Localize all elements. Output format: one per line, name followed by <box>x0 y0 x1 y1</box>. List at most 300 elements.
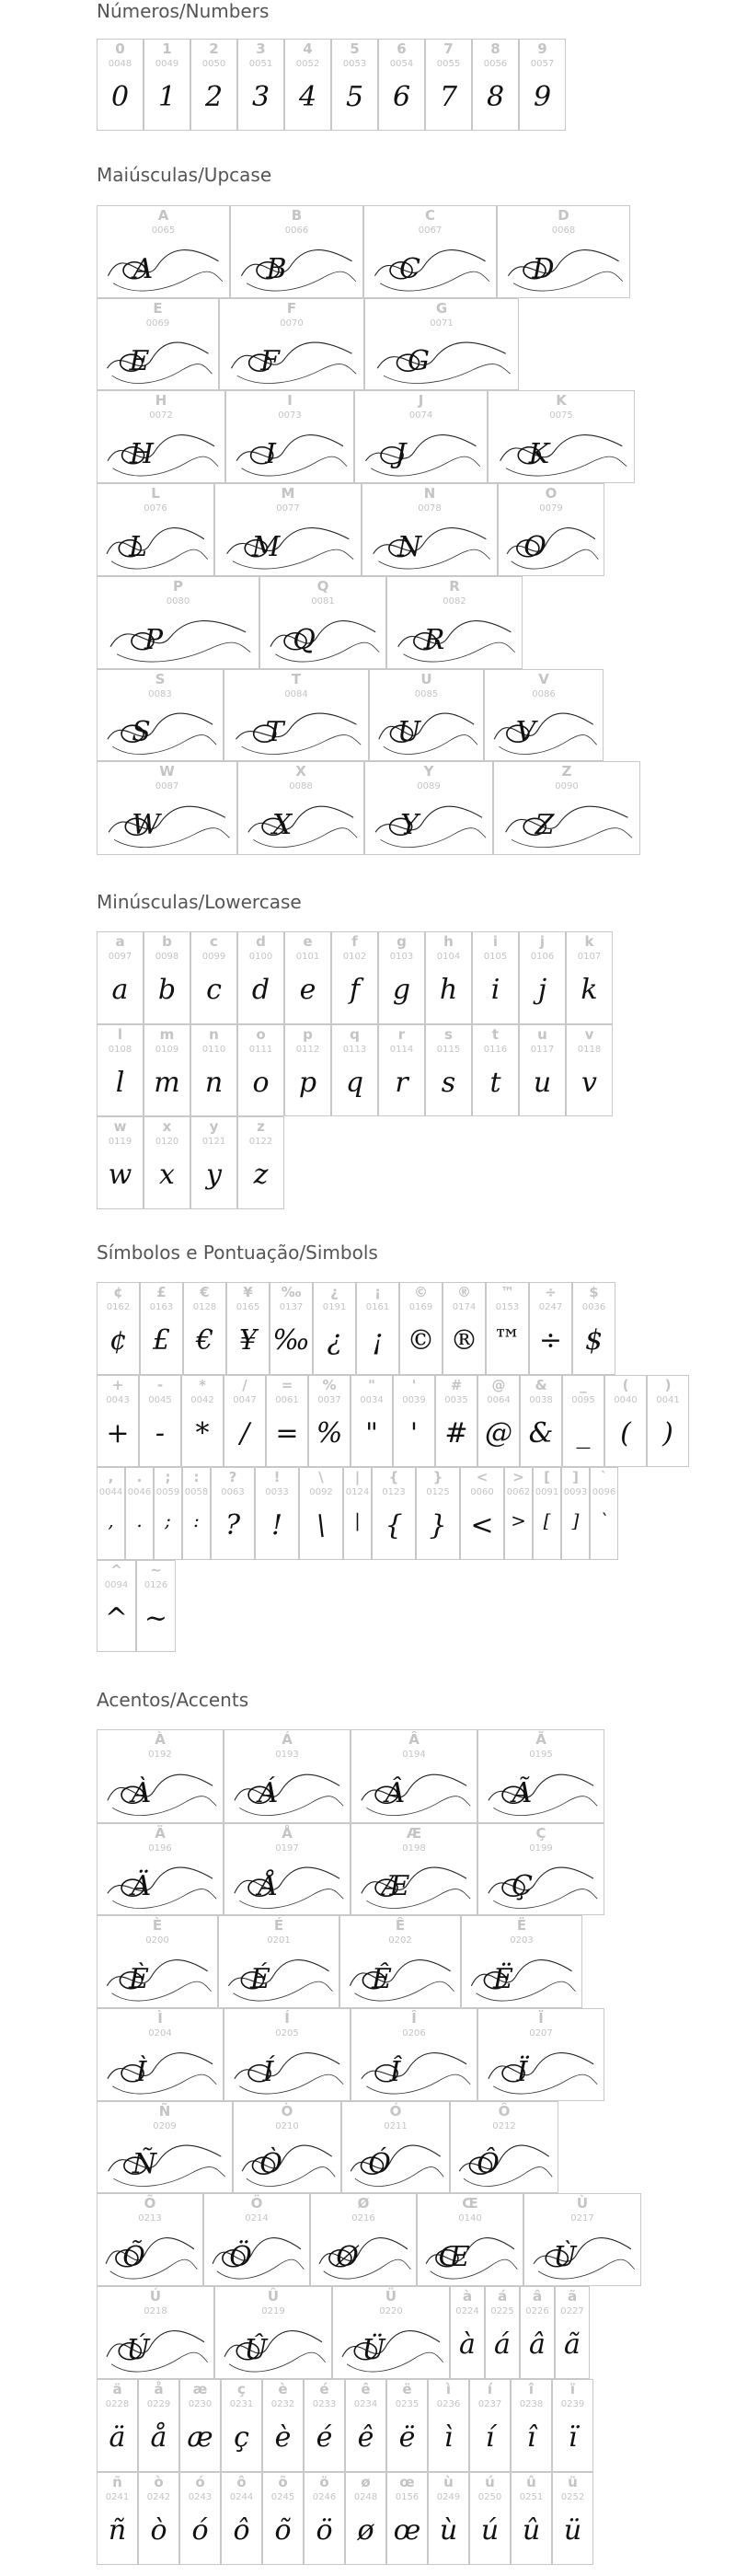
accents-glyph-cell <box>218 1915 339 2008</box>
accents-glyph-cell <box>386 2472 428 2565</box>
glyph-sample-letter: ‰ <box>272 1324 310 1357</box>
glyph-code-label: 0198 <box>402 1843 426 1854</box>
glyph-sample-letter: K <box>528 437 550 470</box>
glyph-character-label: â <box>532 2288 543 2305</box>
glyph-code-label: 0241 <box>105 2492 130 2502</box>
glyph-code-label: 0116 <box>483 1045 508 1055</box>
glyph-sample-letter: â <box>529 2328 546 2362</box>
glyph-character-label: D <box>558 207 569 224</box>
glyph-sample-letter: Y <box>400 809 419 841</box>
glyph-sample-letter: ] <box>571 1509 580 1532</box>
lower-glyph-cell <box>144 931 190 1024</box>
glyph-sample-letter: b <box>157 974 177 1007</box>
glyph-sample-letter: H <box>129 437 155 470</box>
glyph-character-label: B <box>291 207 303 224</box>
glyph-sample-letter: / <box>239 1417 250 1450</box>
glyph-code-label: 0103 <box>389 952 414 962</box>
glyph-character-label: õ <box>278 2474 288 2490</box>
numbers-glyph-cell <box>237 39 284 131</box>
glyph-code-label: 0125 <box>426 1487 450 1497</box>
glyph-code-label: 0232 <box>270 2399 295 2409</box>
glyph-character-label: 3 <box>256 40 266 57</box>
glyph-code-label: 0043 <box>106 1395 130 1405</box>
glyph-sample-letter: Ê <box>372 1962 392 1995</box>
glyph-code-label: 0191 <box>322 1302 347 1312</box>
glyph-character-label: j <box>539 933 546 950</box>
glyph-sample-letter: = <box>275 1417 299 1450</box>
accents-glyph-cell <box>221 2379 262 2472</box>
section-title-numbers: Números/Numbers <box>97 0 270 22</box>
upper-glyph-cell <box>369 669 484 761</box>
glyph-character-label: 4 <box>303 40 313 57</box>
accents-glyph-cell <box>97 2472 138 2565</box>
glyph-code-label: 0251 <box>519 2492 544 2502</box>
glyph-character-label: Y <box>423 763 434 780</box>
glyph-code-label: 0165 <box>236 1302 260 1312</box>
glyph-sample-letter: å <box>150 2421 167 2455</box>
glyph-code-label: 0053 <box>342 59 367 69</box>
glyph-code-label: 0040 <box>614 1395 638 1405</box>
glyph-sample-letter: y <box>206 1159 222 1192</box>
glyph-character-label: Í <box>284 2010 290 2027</box>
symbols-glyph-cell <box>562 1375 604 1467</box>
upper-glyph-cell <box>497 205 630 298</box>
glyph-sample-letter: Í <box>262 2055 274 2088</box>
glyph-character-label: ç <box>237 2381 246 2397</box>
glyph-sample-letter: Â <box>385 1777 406 1809</box>
glyph-character-label: I <box>287 392 293 409</box>
glyph-sample-letter: Û <box>244 2333 268 2366</box>
glyph-code-label: 0078 <box>418 503 442 514</box>
symbols-glyph-cell <box>181 1375 224 1467</box>
glyph-sample-letter: ä <box>109 2421 126 2455</box>
glyph-code-label: 0162 <box>106 1302 131 1312</box>
symbols-glyph-cell <box>266 1375 308 1467</box>
glyph-sample-letter: ) <box>662 1417 673 1450</box>
symbols-glyph-cell <box>647 1375 689 1467</box>
glyph-sample-letter: á <box>494 2328 511 2362</box>
glyph-character-label: ê <box>361 2381 371 2397</box>
lower-glyph-cell <box>425 1024 472 1116</box>
glyph-code-label: 0111 <box>248 1045 273 1055</box>
symbols-glyph-cell <box>226 1282 270 1375</box>
glyph-code-label: 0137 <box>279 1302 304 1312</box>
glyph-code-label: 0069 <box>145 318 170 329</box>
glyph-character-label: @ <box>491 1377 506 1393</box>
glyph-code-label: 0200 <box>145 1935 169 1946</box>
upper-glyph-cell <box>97 576 259 669</box>
glyph-sample-letter: ø <box>357 2514 374 2547</box>
glyph-character-label: ô <box>236 2474 247 2490</box>
glyph-character-label: c <box>210 933 218 950</box>
accents-glyph-cell <box>555 2286 590 2379</box>
glyph-sample-letter: Ë <box>493 1962 513 1995</box>
lower-glyph-cell <box>472 1024 519 1116</box>
lower-glyph-cell <box>190 1116 237 1209</box>
glyph-code-label: 0081 <box>311 596 335 606</box>
symbols-glyph-cell <box>125 1467 154 1560</box>
symbols-glyph-cell <box>97 1560 136 1652</box>
glyph-character-label: i <box>492 933 499 950</box>
glyph-sample-letter: : <box>193 1509 200 1532</box>
upper-glyph-cell <box>386 576 523 669</box>
glyph-sample-letter: Õ <box>122 2240 145 2273</box>
glyph-sample-letter: û <box>522 2514 541 2547</box>
glyph-sample-letter: ? <box>224 1509 241 1542</box>
glyph-code-label: 0193 <box>275 1750 299 1760</box>
glyph-character-label: F <box>286 300 297 317</box>
glyph-sample-letter: 0 <box>110 81 130 113</box>
glyph-code-label: 0225 <box>490 2306 514 2316</box>
glyph-character-label: À <box>155 1731 166 1748</box>
glyph-sample-letter: - <box>155 1417 166 1450</box>
section-title-accents: Acentos/Accents <box>97 1689 249 1711</box>
glyph-code-label: 0107 <box>577 952 602 962</box>
accents-glyph-cell <box>97 2008 224 2101</box>
glyph-code-label: 0213 <box>138 2213 162 2224</box>
glyph-code-label: 0085 <box>414 689 439 699</box>
glyph-character-label: Ä <box>155 1825 166 1842</box>
accents-glyph-cell <box>339 1915 461 2008</box>
lower-glyph-cell <box>378 931 425 1024</box>
lower-glyph-cell <box>378 1024 425 1116</box>
glyph-code-label: 0094 <box>104 1580 129 1590</box>
glyph-character-label: L <box>151 485 160 502</box>
glyph-code-label: 0226 <box>525 2306 549 2316</box>
lower-glyph-cell <box>284 1024 331 1116</box>
glyph-code-label: 0217 <box>570 2213 594 2224</box>
glyph-sample-letter: Î <box>389 2055 401 2088</box>
glyph-sample-letter: ; <box>165 1509 171 1532</box>
glyph-character-label: ö <box>319 2474 329 2490</box>
accents-glyph-cell <box>477 1823 604 1915</box>
glyph-code-label: 0110 <box>201 1045 226 1055</box>
glyph-sample-letter: E <box>129 345 150 377</box>
glyph-sample-letter: Ò <box>259 2148 282 2180</box>
glyph-code-label: 0123 <box>382 1487 406 1497</box>
glyph-code-label: 0101 <box>295 952 320 962</box>
glyph-sample-letter: L <box>129 530 147 563</box>
accents-glyph-cell <box>304 2379 345 2472</box>
glyph-sample-letter: k <box>581 974 598 1007</box>
glyph-code-label: 0106 <box>530 952 555 962</box>
glyph-character-label: P <box>173 578 183 595</box>
glyph-character-label: ) <box>664 1377 672 1393</box>
glyph-sample-letter: Ô <box>477 2148 500 2180</box>
glyph-sample-letter: z <box>253 1159 269 1192</box>
glyph-character-label: ` <box>600 1469 608 1485</box>
glyph-code-label: 0065 <box>151 225 176 236</box>
upper-glyph-cell <box>214 483 362 576</box>
glyph-sample-letter: > <box>511 1509 526 1532</box>
glyph-code-label: 0046 <box>127 1487 152 1497</box>
glyph-character-label: d <box>256 933 266 950</box>
glyph-code-label: 0052 <box>295 59 320 69</box>
glyph-sample-letter: Q <box>293 623 316 656</box>
glyph-character-label: Â <box>408 1731 420 1748</box>
accents-glyph-cell <box>552 2379 593 2472</box>
glyph-character-label: H <box>155 392 167 409</box>
glyph-code-label: 0035 <box>444 1395 468 1405</box>
glyph-sample-letter: V <box>515 716 536 748</box>
upper-glyph-cell <box>230 205 363 298</box>
accents-glyph-cell <box>214 2286 332 2379</box>
glyph-sample-letter: U <box>397 716 421 748</box>
glyph-character-label: Ø <box>357 2195 370 2212</box>
glyph-code-label: 0062 <box>506 1487 531 1497</box>
glyph-character-label: 5 <box>350 40 360 57</box>
glyph-character-label: " <box>368 1377 375 1393</box>
glyph-character-label: à <box>462 2288 473 2305</box>
glyph-sample-letter: & <box>528 1417 554 1450</box>
glyph-character-label: î <box>528 2381 535 2397</box>
glyph-code-label: 0117 <box>530 1045 555 1055</box>
glyph-code-label: 0230 <box>188 2399 213 2409</box>
glyph-code-label: 0066 <box>284 225 309 236</box>
glyph-character-label: ¡ <box>374 1284 381 1300</box>
glyph-character-label: M <box>281 485 295 502</box>
glyph-sample-letter: R <box>423 623 445 656</box>
glyph-code-label: 0206 <box>402 2028 426 2039</box>
glyph-code-label: 0234 <box>353 2399 378 2409</box>
accents-glyph-cell <box>477 2008 604 2101</box>
glyph-character-label: ø <box>361 2474 371 2490</box>
accents-glyph-cell <box>97 2286 214 2379</box>
glyph-character-label: ã <box>567 2288 578 2305</box>
glyph-code-label: 0239 <box>560 2399 585 2409</box>
accents-glyph-cell <box>224 2008 351 2101</box>
symbols-glyph-cell <box>460 1467 504 1560</box>
glyph-sample-letter: f <box>349 974 361 1007</box>
glyph-code-label: 0109 <box>155 1045 179 1055</box>
accents-glyph-cell <box>97 2101 233 2193</box>
glyph-sample-letter: x <box>159 1159 175 1192</box>
glyph-character-label: Ã <box>535 1731 546 1748</box>
lower-glyph-cell <box>97 931 144 1024</box>
glyph-character-label: + <box>111 1377 124 1393</box>
glyph-code-label: 0048 <box>108 59 132 69</box>
glyph-sample-letter: w <box>108 1159 132 1192</box>
glyph-character-label: û <box>526 2474 536 2490</box>
glyph-sample-letter: " <box>365 1417 378 1450</box>
glyph-code-label: 0118 <box>577 1045 602 1055</box>
glyph-code-label: 0161 <box>365 1302 390 1312</box>
glyph-code-label: 0250 <box>477 2492 502 2502</box>
glyph-sample-letter: * <box>195 1417 210 1450</box>
symbols-glyph-cell <box>604 1375 647 1467</box>
glyph-character-label: 7 <box>443 40 454 57</box>
glyph-sample-letter: À <box>131 1777 152 1809</box>
glyph-character-label: } <box>432 1469 443 1485</box>
symbols-glyph-cell <box>183 1282 226 1375</box>
glyph-sample-letter: Ú <box>126 2333 150 2366</box>
glyph-sample-letter: Œ <box>438 2240 470 2273</box>
glyph-code-label: 0050 <box>201 59 226 69</box>
glyph-character-label: ' <box>411 1377 417 1393</box>
glyph-sample-letter: % <box>316 1417 343 1450</box>
glyph-sample-letter: Ø <box>336 2240 359 2273</box>
glyph-code-label: 0233 <box>312 2399 337 2409</box>
glyph-sample-letter: S <box>132 716 151 748</box>
numbers-glyph-cell <box>97 39 144 131</box>
glyph-character-label: l <box>117 1026 123 1043</box>
upper-glyph-cell <box>363 205 497 298</box>
glyph-code-label: 0207 <box>529 2028 553 2039</box>
symbols-glyph-cell <box>486 1282 529 1375</box>
glyph-code-label: 0041 <box>656 1395 680 1405</box>
glyph-character-label: o <box>256 1026 266 1043</box>
glyph-code-label: 0083 <box>148 689 172 699</box>
glyph-code-label: 0220 <box>379 2306 403 2316</box>
glyph-sample-letter: u <box>533 1067 552 1099</box>
glyph-character-label: < <box>476 1469 489 1485</box>
glyph-code-label: 0124 <box>345 1487 370 1497</box>
glyph-character-label: ñ <box>112 2474 122 2490</box>
glyph-code-label: 0211 <box>384 2121 408 2131</box>
symbols-glyph-cell <box>182 1467 211 1560</box>
glyph-sample-letter: Ü <box>362 2333 385 2366</box>
section-title-upcase: Maiúsculas/Upcase <box>97 164 272 186</box>
glyph-sample-letter: @ <box>485 1417 512 1450</box>
glyph-sample-letter: 7 <box>439 81 458 113</box>
glyph-character-label: C <box>424 207 435 224</box>
glyph-code-label: 0202 <box>388 1935 412 1946</box>
symbols-glyph-cell <box>561 1467 590 1560</box>
glyph-code-label: 0079 <box>539 503 563 514</box>
glyph-code-label: 0195 <box>529 1750 553 1760</box>
glyph-sample-letter: Ç <box>512 1870 533 1902</box>
glyph-character-label: ä <box>112 2381 122 2397</box>
upper-glyph-cell <box>97 298 219 390</box>
glyph-code-label: 0105 <box>483 952 508 962</box>
accents-glyph-cell <box>97 2193 203 2286</box>
glyph-character-label: A <box>157 207 169 224</box>
glyph-character-label: é <box>319 2381 329 2397</box>
symbols-glyph-cell <box>97 1282 140 1375</box>
glyph-character-label: Ô <box>498 2103 511 2120</box>
glyph-code-label: 0169 <box>408 1302 433 1312</box>
glyph-character-label: Ö <box>250 2195 263 2212</box>
glyph-code-label: 0216 <box>351 2213 375 2224</box>
glyph-code-label: 0033 <box>265 1487 289 1497</box>
glyph-character-label: m <box>159 1026 175 1043</box>
glyph-sample-letter: ¿ <box>327 1324 342 1357</box>
lower-glyph-cell <box>97 1024 144 1116</box>
accents-glyph-cell <box>262 2472 304 2565</box>
glyph-character-label: a <box>115 933 125 950</box>
symbols-glyph-cell <box>393 1375 435 1467</box>
accents-glyph-cell <box>511 2472 552 2565</box>
symbols-glyph-cell <box>529 1282 572 1375</box>
glyph-character-label: f <box>351 933 358 950</box>
glyph-sample-letter: Á <box>258 1777 279 1809</box>
glyph-code-label: 0156 <box>395 2492 420 2502</box>
glyph-sample-letter: ì <box>443 2421 454 2455</box>
glyph-sample-letter: 8 <box>486 81 505 113</box>
accents-glyph-cell <box>417 2193 523 2286</box>
accents-glyph-cell <box>221 2472 262 2565</box>
glyph-sample-letter: A <box>132 252 154 285</box>
glyph-character-label: = <box>281 1377 293 1393</box>
glyph-code-label: 0049 <box>155 59 179 69</box>
glyph-character-label: Ü <box>385 2288 397 2305</box>
glyph-sample-letter: 5 <box>345 81 364 113</box>
glyph-character-label: # <box>450 1377 463 1393</box>
glyph-character-label: Ú <box>149 2288 162 2305</box>
symbols-glyph-cell <box>356 1282 399 1375</box>
glyph-sample-letter: B <box>266 252 287 285</box>
glyph-sample-letter: I <box>265 437 276 470</box>
glyph-code-label: 0089 <box>417 781 441 791</box>
glyph-code-label: 0238 <box>519 2399 544 2409</box>
glyph-code-label: 0060 <box>470 1487 494 1497</box>
glyph-code-label: 0092 <box>309 1487 333 1497</box>
glyph-sample-letter: ` <box>599 1509 609 1532</box>
glyph-character-label: $ <box>589 1284 599 1300</box>
glyph-code-label: 0199 <box>529 1843 553 1854</box>
glyph-code-label: 0063 <box>221 1487 245 1497</box>
glyph-sample-letter: ö <box>316 2514 333 2547</box>
glyph-character-label: [ <box>544 1469 550 1485</box>
accents-glyph-cell <box>552 2472 593 2565</box>
glyph-code-label: 0075 <box>549 410 573 421</box>
glyph-sample-letter: é <box>316 2421 333 2455</box>
lower-glyph-cell <box>472 931 519 1024</box>
glyph-sample-letter: d <box>251 974 270 1007</box>
glyph-sample-letter: ê <box>357 2421 374 2455</box>
glyph-code-label: 0057 <box>530 59 555 69</box>
lower-glyph-cell <box>519 1024 566 1116</box>
accents-glyph-cell <box>138 2379 179 2472</box>
glyph-character-label: X <box>295 763 306 780</box>
glyph-character-label: Ì <box>157 2010 163 2027</box>
glyph-character-label: æ <box>192 2381 208 2397</box>
glyph-code-label: 0246 <box>312 2492 337 2502</box>
glyph-sample-letter: p <box>298 1067 317 1099</box>
glyph-code-label: 0061 <box>275 1395 299 1405</box>
symbols-glyph-cell <box>255 1467 299 1560</box>
glyph-code-label: 0114 <box>389 1045 414 1055</box>
accents-glyph-cell <box>97 1915 218 2008</box>
glyph-code-label: 0210 <box>275 2121 299 2131</box>
glyph-sample-letter: { <box>385 1509 403 1542</box>
accents-glyph-cell <box>428 2379 469 2472</box>
symbols-glyph-cell <box>97 1467 125 1560</box>
accents-glyph-cell <box>345 2379 386 2472</box>
symbols-glyph-cell <box>416 1467 460 1560</box>
lower-glyph-cell <box>190 1024 237 1116</box>
upper-glyph-cell <box>364 298 519 390</box>
glyph-sample-letter: o <box>252 1067 270 1099</box>
glyph-code-label: 0047 <box>233 1395 257 1405</box>
glyph-sample-letter: î <box>526 2421 536 2455</box>
glyph-sample-letter: r <box>395 1067 408 1099</box>
glyph-character-label: 6 <box>397 40 407 57</box>
accents-glyph-cell <box>477 1729 604 1823</box>
upper-glyph-cell <box>97 761 237 855</box>
glyph-sample-letter: Å <box>258 1870 279 1902</box>
symbols-glyph-cell <box>139 1375 181 1467</box>
glyph-character-label: ò <box>154 2474 164 2490</box>
upper-glyph-cell <box>97 390 225 483</box>
accents-glyph-cell <box>511 2379 552 2472</box>
glyph-sample-letter: õ <box>274 2514 292 2547</box>
accents-glyph-cell <box>461 1915 582 2008</box>
glyph-code-label: 0080 <box>166 596 190 606</box>
glyph-character-label: Ç <box>535 1825 546 1842</box>
symbols-glyph-cell <box>308 1375 351 1467</box>
glyph-character-label: © <box>414 1284 428 1300</box>
